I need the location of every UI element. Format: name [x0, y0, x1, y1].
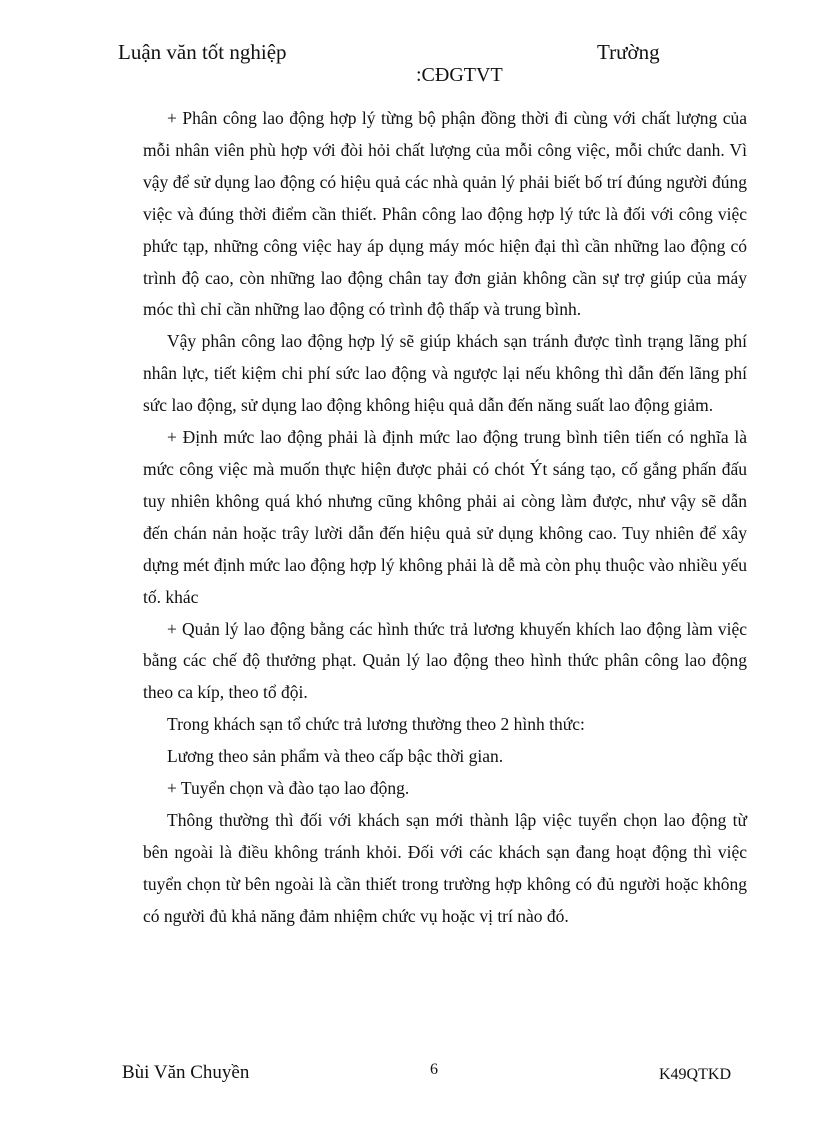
paragraph-recruitment: Thông thường thì đối với khách sạn mới thành lập việc tuyển chọn lao động từ bên ngoài là điều không tránh khỏi. Đối với các khách sạn đang hoạt động thì việc tuyển chọn từ bên ngoài là cần thiết trong trường hợp không có đủ người hoặc không có người đủ khả năng đảm nhiệm chức vụ hoặc vị trí nào đó. [143, 809, 747, 926]
paragraph-labor-norms: + Định mức lao động phải là định mức lao động trung bình tiên tiến có nghĩa là mức công việc mà muốn thực hiện được phải có chót Ýt sáng tạo, cố gắng phấn đấu tuy nhiên không quá khó nhưng cũng không phải ai còng làm được, như vậy sẽ dẫn đến chán nản hoặc trây lười dẫn đến hiệu quả sử dụng không cao. Tuy nhiên để xây dựng mét định mức lao động hợp lý không phải là dễ mà còn phụ thuộc vào nhiều yếu tố. khác [143, 427, 747, 607]
paragraph-allocation-benefit: Vậy phân công lao động hợp lý sẽ giúp khách sạn tránh được tình trạng lãng phí nhân lực, tiết kiệm chi phí sức lao động và ngược lại nếu không thì dẫn đến lãng phí sức lao động, sử dụng lao động không hiệu quả dẫn đến năng suất lao động giảm. [143, 331, 747, 416]
header-title: Luận văn tốt nghiệp [118, 40, 287, 64]
document-body [143, 103, 747, 933]
paragraph-salary-types: Lương theo sản phẩm và theo cấp bậc thời gian. [167, 746, 504, 767]
header-school: Trường [597, 40, 660, 64]
footer-class-code: K49QTKD [659, 1066, 731, 1083]
paragraph-staff-allocation: + Phân công lao động hợp lý từng bộ phận đồng thời đi cùng với chất lượng của mỗi nhân viên phù hợp với đòi hỏi chất lượng của mỗi công việc, mỗi chức danh. Vì vậy để sử dụng lao động có hiệu quả các nhà quản lý phải biết bố trí đúng người đúng việc và đúng thời điểm cần thiết. Phân công lao động hợp lý tức là đối với công việc phức tạp, những công việc hay áp dụng máy móc hiện đại thì cần những lao động có trình độ cao, còn những lao động chân tay đơn giản không cần sự trợ giúp của máy móc thì chỉ cần những lao động có trình độ thấp và trung bình. [143, 108, 747, 320]
header-school-code: :CĐGTVT [416, 64, 503, 86]
paragraph-labor-management: + Quản lý lao động bằng các hình thức trả lương khuyến khích lao động làm việc bằng các chế độ thưởng phạt. Quản lý lao động theo hình thức phân công lao động theo ca kíp, theo tổ đội. [143, 618, 747, 703]
footer-author: Bùi Văn Chuyền [122, 1062, 250, 1083]
footer-page-number: 6 [430, 1061, 438, 1078]
paragraph-salary-forms: Trong khách sạn tổ chức trả lương thường theo 2 hình thức: [167, 714, 585, 735]
paragraph-recruitment-heading: + Tuyển chọn và đào tạo lao động. [167, 778, 410, 799]
